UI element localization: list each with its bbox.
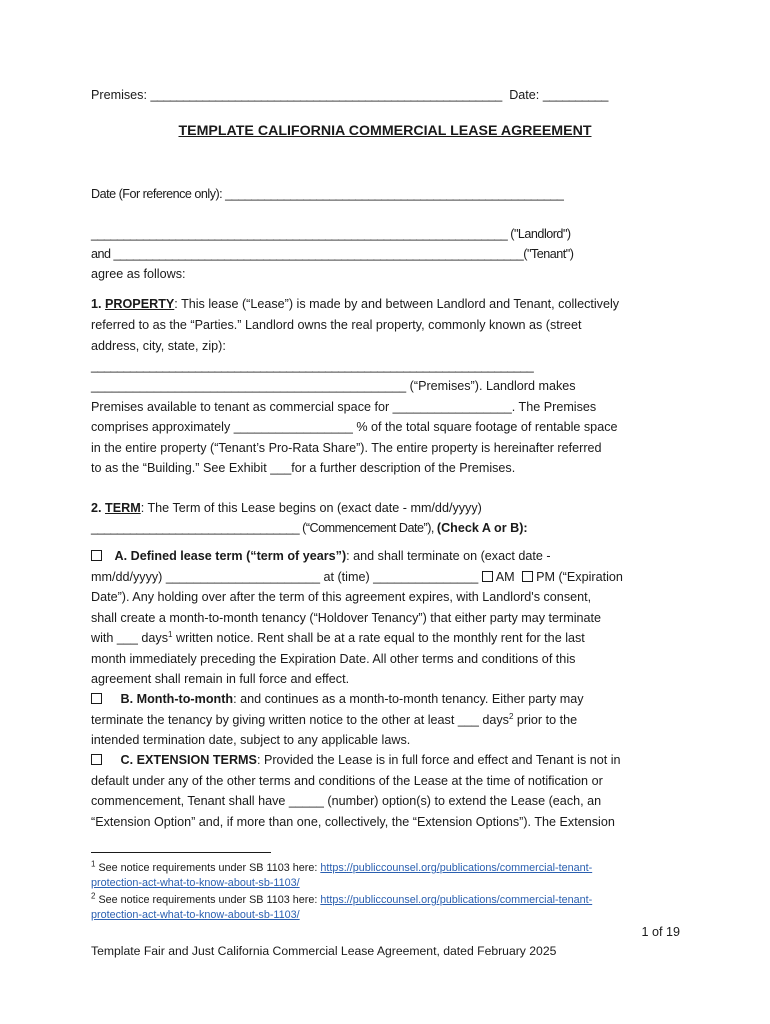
footnote-1-link[interactable]: https://publiccounsel.org/publications/commercial-tenant- [320,862,593,874]
option-b-checkbox[interactable] [91,693,102,704]
property-text: to as the “Building.” See Exhibit ___for a further description of the Premises. [91,461,516,475]
landlord-line[interactable]: ________________________________________________________________ ("Landlord") [91,227,571,241]
footnote-1-link-cont[interactable]: protection-act-what-to-know-about-sb-1103/ [91,877,300,889]
pm-checkbox[interactable] [522,571,533,582]
property-text: _____________________________________________ (“Premises”). Landlord makes [91,379,576,393]
premises-header [91,87,608,103]
option-c-text: “Extension Option” and, if more than one, collectively, the “Extension Options”). The Extension [91,815,615,829]
property-text: referred to as the “Parties.” Landlord owns the real property, commonly known as (street [91,318,582,332]
footnote-2-link[interactable]: https://publiccounsel.org/publications/commercial-tenant- [320,894,593,906]
option-c-text: default under any of the other terms and conditions of the Lease at the time of notification or [91,774,603,788]
reference-date-line[interactable]: Date (For reference only): ____________________________________________________ [91,187,564,201]
date-label: Date: [509,88,540,102]
option-a-line: A. Defined lease term (“term of years”): and shall terminate on (exact date - [91,548,551,564]
option-b-text: terminate the tenancy by giving written notice to the other at least ___ days$^2$ prior to the [91,711,578,727]
term-section-heading: 2. TERM: The Term of this Lease begins on (exact date - mm/dd/yyyy) [91,501,482,515]
option-a-text: with ___ days$^1$ written notice. Rent shall be at a rate equal to the monthly rent for the last [91,629,585,645]
term-heading: TERM [105,501,141,515]
footnote-divider [91,852,271,853]
property-text: Premises available to tenant as commercial space for _________________. The Premises [91,400,597,414]
footnote-ref-2: 2 [508,711,514,721]
property-section-heading: 1. PROPERTY: This lease (“Lease”) is made by and between Landlord and Tenant, collectively [91,297,620,311]
tenant-line[interactable]: and _______________________________________________________________("Tenant") [91,247,574,261]
option-a-text: month immediately preceding the Expiration Date. All other terms and conditions of this [91,652,576,666]
option-b-text: intended termination date, subject to any applicable laws. [91,733,411,747]
option-c-line: C. EXTENSION TERMS: Provided the Lease is in full force and effect and Tenant is not in [91,752,621,768]
option-a-checkbox[interactable] [91,550,102,561]
address-blank[interactable]: ____________________________________________________________________ [91,359,534,373]
property-heading: PROPERTY [105,297,175,311]
page-footer: Template Fair and Just California Commercial Lease Agreement, dated February 2025 [91,944,557,958]
option-b-line: B. Month-to-month: and continues as a month-to-month tenancy. Either party may [91,691,584,707]
footnote-ref-1: 1 [168,629,173,639]
premises-blank[interactable]: ______________________________________________________ [150,88,502,102]
footnote-1: $^1$ See notice requirements under SB 1103 here: https://publiccounsel.org/publications/commercial-tenant- protection-act-what-to-know-about-sb-1103/ [91,859,593,889]
page-number: 1 of 19 [641,925,680,939]
premises-label: Premises: [91,88,147,102]
option-a-text: mm/dd/yyyy) ______________________ at (time) _______________ AM PM (“Expiration [91,570,623,584]
option-a-text: Date”). Any holding over after the term of this agreement expires, with Landlord's consent, [91,590,592,604]
agree-text: agree as follows: [91,267,186,281]
property-text: address, city, state, zip): [91,339,226,353]
footnote-2: $^2$ See notice requirements under SB 1103 here: https://publiccounsel.org/publications/commercial-tenant- protection-act-what-to-know-about-sb-1103/ [91,891,593,921]
option-a-text: shall create a month-to-month tenancy (“Holdover Tenancy”) that either party may terminate [91,611,602,625]
am-checkbox[interactable] [482,571,493,582]
property-text: in the entire property (“Tenant’s Pro-Rata Share”). The entire property is hereinafter referred [91,441,602,455]
commencement-line: ________________________________ (“Commencement Date”), (Check A or B): [91,521,528,535]
property-text: comprises approximately _________________ % of the total square footage of rentable space [91,420,618,434]
footnote-2-link-cont[interactable]: protection-act-what-to-know-about-sb-1103/ [91,909,300,921]
document-title: TEMPLATE CALIFORNIA COMMERCIAL LEASE AGREEMENT [178,123,592,139]
date-blank[interactable]: __________ [542,88,608,102]
option-c-checkbox[interactable] [91,754,102,765]
option-c-text: commencement, Tenant shall have _____ (number) option(s) to extend the Lease (each, an [91,794,602,808]
option-a-text: agreement shall remain in full force and effect. [91,672,350,686]
